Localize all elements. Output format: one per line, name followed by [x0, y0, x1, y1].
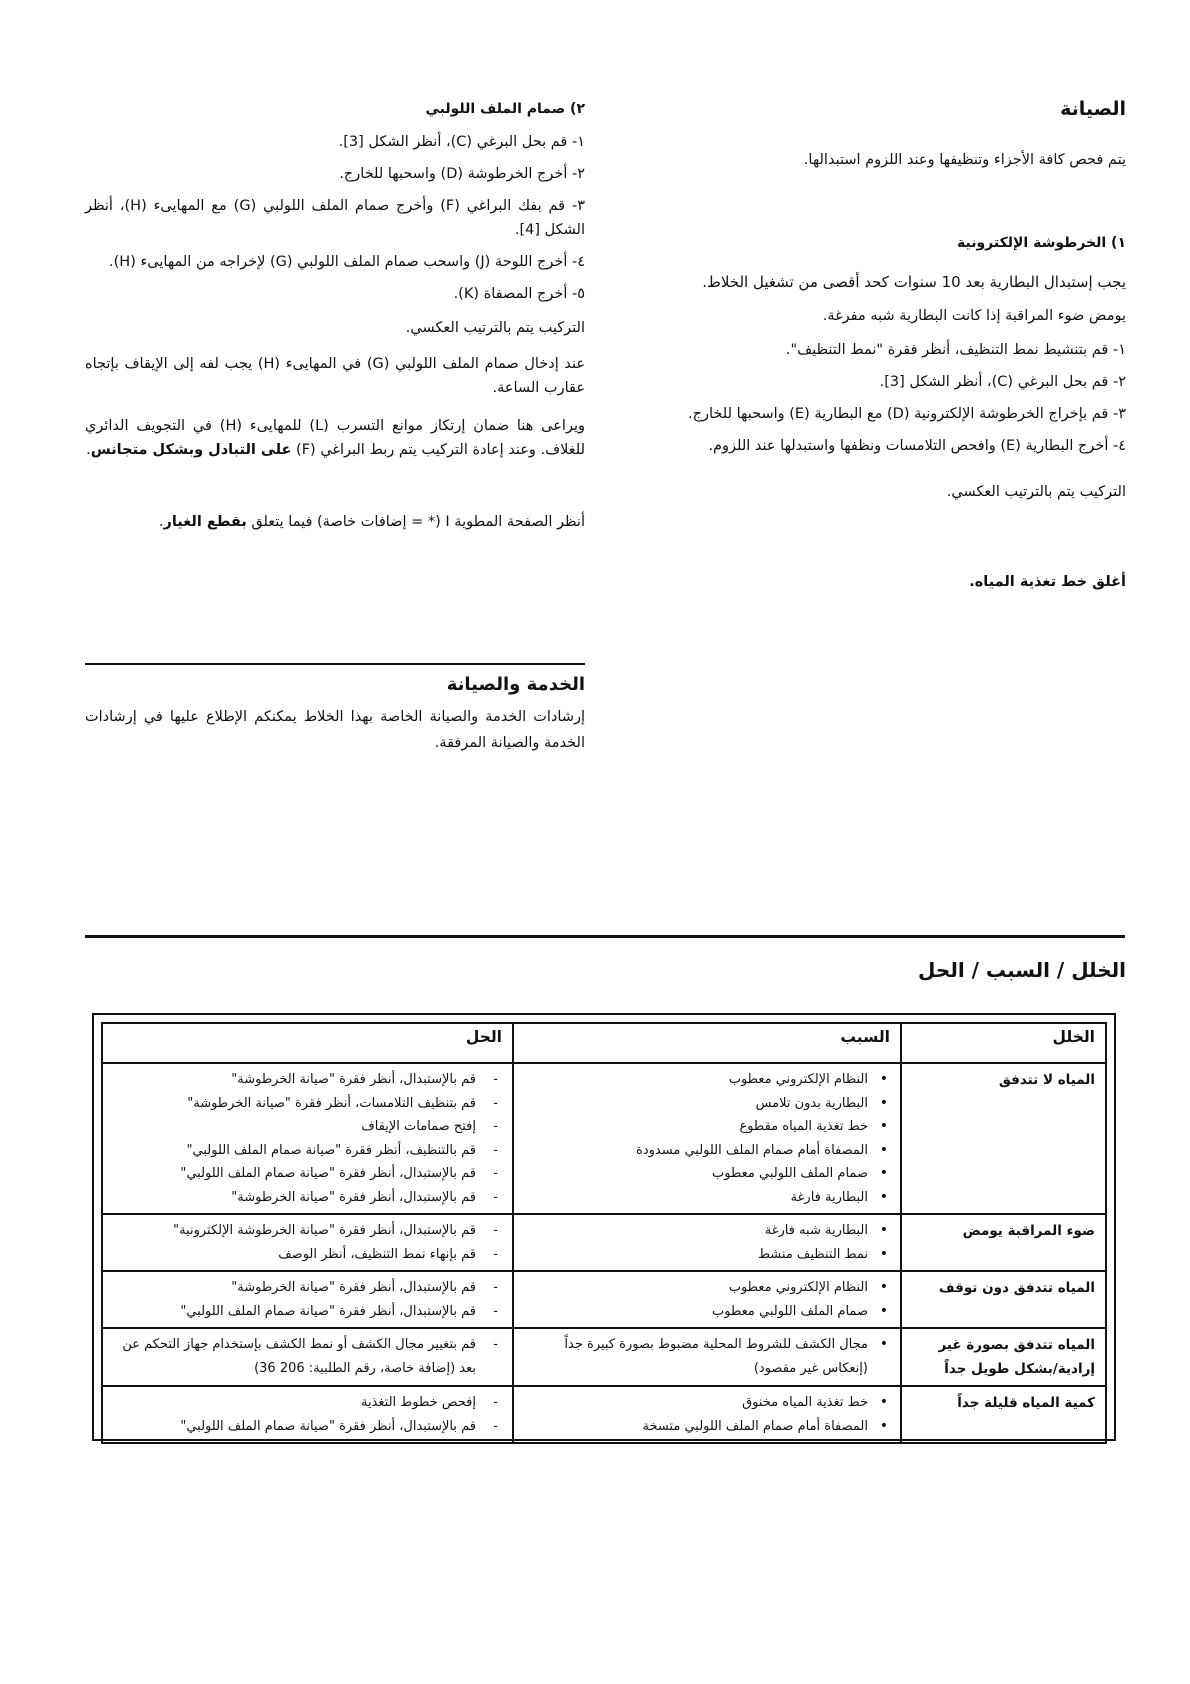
remedy-cell	[102, 1328, 513, 1386]
spare-text: أنظر الصفحة المطوية I (* = إضافات خاصة) فيما يتعلق	[246, 514, 585, 530]
table-row	[102, 1328, 1106, 1386]
cause-item: • النظام الإلكتروني معطوب	[524, 1068, 890, 1092]
solenoid-heading: ٢) صمام الملف اللولبي	[425, 101, 585, 117]
cartridge-step-4: ٤- أخرج البطارية (E) وافحص التلامسات ونظفها واستبدلها عند اللزوم.	[708, 438, 1126, 454]
cause-item: • المصفاة أمام صمام الملف اللولبي متسخة	[524, 1415, 890, 1439]
cause-item: • مجال الكشف للشروط المحلية مضبوط بصورة كبيرة جداً (إنعكاس غير مقصود)	[524, 1333, 890, 1380]
solenoid-step-3: ٣- قم بفك البراغي (F) وأخرج صمام الملف اللولبي (G) مع المهايىء (H)، أنظر الشكل [4].	[85, 198, 586, 238]
header-cause: السبب	[513, 1023, 901, 1063]
troubleshooting-table	[101, 1022, 1107, 1444]
remedy-item: - قم بالإستبدال، أنظر فقرة "صيانة الخرطوشة"	[113, 1276, 502, 1300]
cause-item: • النظام الإلكتروني معطوب	[524, 1276, 890, 1300]
troubleshooting-title: الخلل / السبب / الحل	[918, 958, 1126, 982]
service-text: إرشادات الخدمة والصيانة الخاصة بهذا الخلاط يمكنكم الإطلاع عليها في إرشادات الخدمة والصيانة المرفقة.	[85, 709, 585, 751]
seals-bold: على التبادل وبشكل متجانس	[90, 442, 292, 458]
cartridge-heading: ١) الخرطوشة الإلكترونية	[957, 235, 1126, 251]
solenoid-step-2: ٢- أخرج الخرطوشة (D) واسحبها للخارج.	[339, 166, 585, 182]
troubleshooting-table-frame	[92, 1013, 1116, 1441]
maintenance-title: الصيانة	[1060, 98, 1126, 120]
cartridge-step-2: ٢- قم بحل البرغي (C)، أنظر الشكل [3].	[879, 374, 1126, 390]
remedy-item: - قم بالإستبدال، أنظر فقرة "صيانة الخرطوشة"	[113, 1186, 502, 1210]
remedy-item: - قم بالتنظيف، أنظر فقرة "صيانة صمام الملف اللولبي"	[113, 1139, 502, 1163]
service-title: الخدمة والصيانة	[446, 674, 585, 695]
fault-cell: المياه تتدفق دون توقف	[901, 1271, 1106, 1328]
close-supply-text: أغلق خط تغذية المياه.	[969, 574, 1126, 590]
cause-cell	[513, 1214, 901, 1271]
fault-cell: ضوء المراقبة يومض	[901, 1214, 1106, 1271]
cause-item: • خط تغذية المياه مقطوع	[524, 1115, 890, 1139]
cause-item: • نمط التنظيف منشط	[524, 1243, 890, 1267]
table-row	[102, 1271, 1106, 1328]
cartridge-battery-para: يجب إستبدال البطارية بعد 10 سنوات كحد أقصى من تشغيل الخلاط.	[702, 273, 1126, 291]
remedy-cell	[102, 1271, 513, 1328]
cause-item: • خط تغذية المياه مخنوق	[524, 1391, 890, 1415]
table-row	[102, 1063, 1106, 1214]
remedy-item: - قم بتنظيف التلامسات، أنظر فقرة "صيانة الخرطوشة"	[113, 1092, 502, 1116]
remedy-item: - إفتح صمامات الإيقاف	[113, 1115, 502, 1139]
cartridge-step-3: ٣- قم بإخراج الخرطوشة الإلكترونية (D) مع البطارية (E) واسحبها للخارج.	[688, 406, 1126, 422]
cause-item: • البطارية شبه فارغة	[524, 1219, 890, 1243]
remedy-cell	[102, 1386, 513, 1443]
table-row	[102, 1386, 1106, 1443]
solenoid-assembly: التركيب يتم بالترتيب العكسي.	[405, 320, 585, 336]
page-divider	[85, 935, 1125, 938]
solenoid-step-5: ٥- أخرج المصفاة (K).	[453, 286, 585, 302]
header-remedy: الحل	[102, 1023, 513, 1063]
cause-item: • البطارية بدون تلامس	[524, 1092, 890, 1116]
remedy-item: - قم بتغيير مجال الكشف أو نمط الكشف بإستخدام جهاز التحكم عن بعد (إضافة خاصة، رقم الطلبية: 206 36)	[113, 1333, 502, 1380]
fault-cell: المياه لا تتدفق	[901, 1063, 1106, 1214]
solenoid-column	[85, 92, 585, 534]
remedy-item: - قم بالإستبدال، أنظر فقرة "صيانة الخرطوشة"	[113, 1068, 502, 1092]
cause-item: • صمام الملف اللولبي معطوب	[524, 1300, 890, 1324]
service-section	[85, 672, 585, 756]
solenoid-step-1: ١- قم بحل البرغي (C)، أنظر الشكل [3].	[338, 134, 585, 150]
remedy-cell	[102, 1063, 513, 1214]
spare-end: .	[158, 514, 164, 530]
remedy-cell	[102, 1214, 513, 1271]
fault-cell: المياه تتدفق بصورة غير إرادية/بشكل طويل جداً	[901, 1328, 1106, 1386]
close-supply-note	[626, 570, 1126, 594]
remedy-item: - قم بالإستبدال، أنظر فقرة "صيانة صمام الملف اللولبي"	[113, 1300, 502, 1324]
cartridge-light-para: يومض ضوء المراقبة إذا كانت البطارية شبه مفرغة.	[822, 308, 1126, 324]
cause-item: • صمام الملف اللولبي معطوب	[524, 1162, 890, 1186]
fault-cell: كمية المياه قليلة جداً	[901, 1386, 1106, 1443]
cartridge-step-1: ١- قم بتنشيط نمط التنظيف، أنظر فقرة "نمط التنظيف".	[785, 342, 1126, 358]
table-header-row	[102, 1023, 1106, 1063]
cause-item: • المصفاة أمام صمام الملف اللولبي مسدودة	[524, 1139, 890, 1163]
header-fault: الخلل	[901, 1023, 1106, 1063]
maintenance-intro: يتم فحص كافة الأجزاء وتنظيفها وعند اللزوم استبدالها.	[803, 152, 1126, 168]
cause-cell	[513, 1328, 901, 1386]
remedy-item: - قم بإنهاء نمط التنظيف، أنظر الوصف	[113, 1243, 502, 1267]
cartridge-assembly: التركيب يتم بالترتيب العكسي.	[946, 484, 1126, 500]
spare-bold: بقطع الغيار	[163, 514, 247, 530]
cause-cell	[513, 1386, 901, 1443]
spare-parts-note	[85, 510, 585, 534]
cause-item: • البطارية فارغة	[524, 1186, 890, 1210]
seals-end: .	[86, 442, 91, 458]
cause-cell	[513, 1271, 901, 1328]
remedy-item: - إفحص خطوط التغذية	[113, 1391, 502, 1415]
remedy-item: - قم بالإستبدال، أنظر فقرة "صيانة صمام الملف اللولبي"	[113, 1162, 502, 1186]
table-row	[102, 1214, 1106, 1271]
solenoid-step-4: ٤- أخرج اللوحة (J) واسحب صمام الملف اللولبي (G) لإخراجه من المهايىء (H).	[109, 254, 585, 270]
remedy-item: - قم بالإستبدال، أنظر فقرة "صيانة صمام الملف اللولبي"	[113, 1415, 502, 1439]
remedy-item: - قم بالإستبدال، أنظر فقرة "صيانة الخرطوشة الإلكترونية"	[113, 1219, 502, 1243]
solenoid-note-rotation: عند إدخال صمام الملف اللولبي (G) في المهايىء (H) يجب لفه إلى الإيقاف بإتجاه عقارب الساعة.	[85, 356, 585, 396]
seals-text: ويراعى هنا ضمان إرتكاز موانع التسرب (L) للمهايىء (H) في التجويف الدائري للغلاف. وعند إعادة التركيب يتم ربط البراغي (F)	[85, 418, 585, 458]
maintenance-column	[626, 92, 1126, 594]
service-divider	[85, 663, 585, 665]
cause-cell	[513, 1063, 901, 1214]
solenoid-note-seals	[85, 414, 585, 462]
